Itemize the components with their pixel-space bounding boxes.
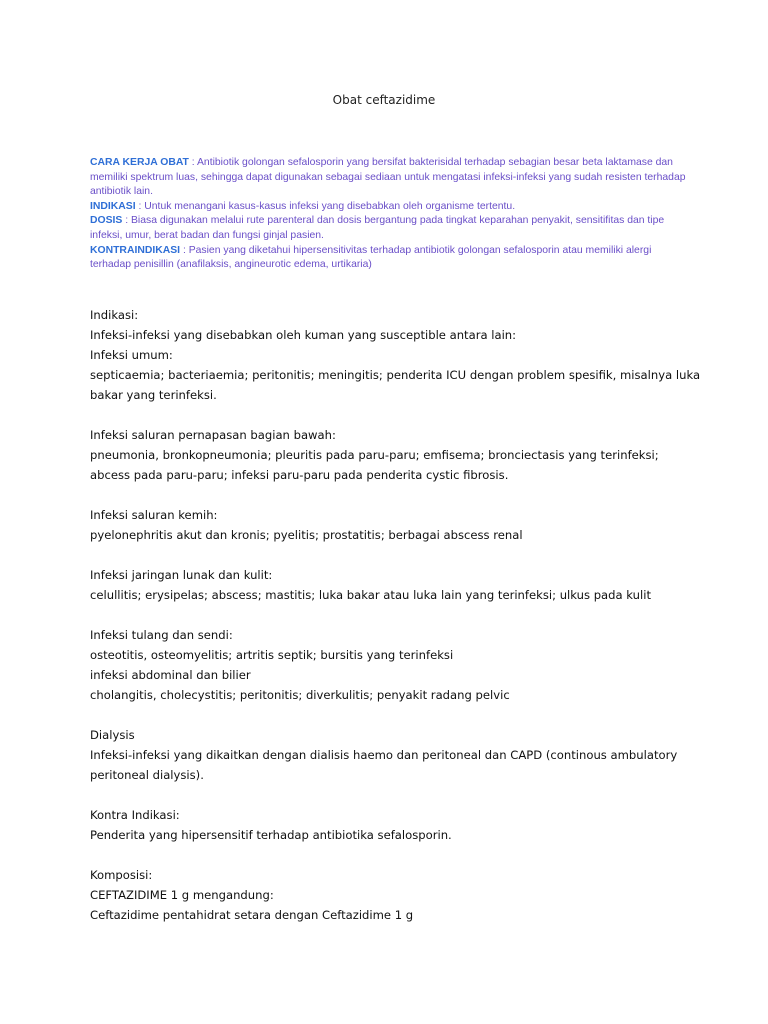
summary-dosis: [90, 214, 690, 243]
text-line: Infeksi umum:: [90, 348, 173, 362]
drug-summary: [90, 156, 690, 273]
text-line: infeksi abdominal dan bilier: [90, 668, 251, 682]
section-tulang: [90, 625, 690, 705]
text-line: septicaemia; bacteriaemia; peritonitis; meningitis; penderita ICU dengan problem spesifik, misalnya luka: [90, 368, 701, 382]
summary-text: : Antibiotik golongan sefalosporin yang bersifat bakterisidal terhadap sebagian besar beta laktamase dan memiliki spektrum luas, sehingga dapat digunakan sebagai sediaan untuk mengatasi infeksi-infeksi yang sudah resisten terhadap antibiotik lain.: [90, 157, 686, 198]
text-line: celullitis; erysipelas; abscess; mastitis; luka bakar atau luka lain yang terinfeksi; ulkus pada kulit: [90, 588, 651, 602]
section-heading: Dialysis: [90, 728, 135, 742]
section-heading: Infeksi saluran kemih:: [90, 508, 218, 522]
section-saluran-napas: [90, 425, 690, 485]
text-line: abcess pada paru-paru; infeksi paru-paru pada penderita cystic fibrosis.: [90, 468, 509, 482]
section-komposisi: [90, 865, 690, 925]
summary-cara-kerja: [90, 156, 690, 200]
document-body: [90, 305, 701, 945]
summary-indikasi: [90, 200, 690, 215]
summary-text: : Untuk menangani kasus-kasus infeksi yang disebabkan oleh organisme tertentu.: [135, 200, 516, 212]
text-line: Infeksi-infeksi yang disebabkan oleh kuman yang susceptible antara lain:: [90, 328, 517, 342]
summary-label: CARA KERJA OBAT: [90, 157, 189, 168]
section-jaringan-lunak: [90, 565, 690, 605]
text-line: CEFTAZIDIME 1 g mengandung:: [90, 888, 274, 902]
summary-text: : Pasien yang diketahui hipersensitivitas terhadap antibiotik golongan sefalosporin atau memiliki alergi terhadap penisillin (anafilaksis, angineurotic edema, urtikaria): [90, 244, 652, 271]
section-kontra-indikasi: [90, 805, 690, 845]
text-line: pneumonia, bronkopneumonia; pleuritis pada paru-paru; emfisema; bronciectasis yang terinfeksi;: [90, 448, 659, 462]
summary-label: DOSIS: [90, 215, 123, 227]
section-heading: Infeksi saluran pernapasan bagian bawah:: [90, 428, 336, 442]
summary-kontraindikasi: [90, 244, 690, 273]
summary-label: KONTRAINDIKASI: [90, 244, 181, 256]
summary-label: INDIKASI: [90, 200, 136, 212]
text-line: Penderita yang hipersensitif terhadap antibiotika sefalosporin.: [90, 828, 452, 842]
page-title: Obat ceftazidime: [332, 93, 436, 107]
section-heading: Komposisi:: [90, 868, 153, 882]
section-saluran-kemih: [90, 505, 690, 545]
section-indikasi: [90, 305, 701, 405]
text-line: Ceftazidime pentahidrat setara dengan Ceftazidime 1 g: [90, 908, 414, 922]
text-line: cholangitis, cholecystitis; peritonitis; diverkulitis; penyakit radang pelvic: [90, 688, 510, 702]
text-line: peritoneal dialysis).: [90, 768, 204, 782]
section-heading: Kontra Indikasi:: [90, 808, 180, 822]
section-heading: Infeksi jaringan lunak dan kulit:: [90, 568, 273, 582]
text-line: Infeksi-infeksi yang dikaitkan dengan dialisis haemo dan peritoneal dan CAPD (continous ambulatory: [90, 748, 678, 762]
text-line: osteotitis, osteomyelitis; artritis septik; bursitis yang terinfeksi: [90, 648, 454, 662]
section-dialysis: [90, 725, 690, 785]
section-heading: Infeksi tulang dan sendi:: [90, 628, 233, 642]
text-line: bakar yang terinfeksi.: [90, 388, 217, 402]
section-heading: Indikasi:: [90, 308, 139, 322]
text-line: pyelonephritis akut dan kronis; pyelitis; prostatitis; berbagai abscess renal: [90, 528, 523, 542]
summary-text: : Biasa digunakan melalui rute parenteral dan dosis bergantung pada tingkat keparahan penyakit, sensitifitas dan tipe infeksi, umur, berat badan dan fungsi ginjal pasien.: [90, 215, 665, 241]
